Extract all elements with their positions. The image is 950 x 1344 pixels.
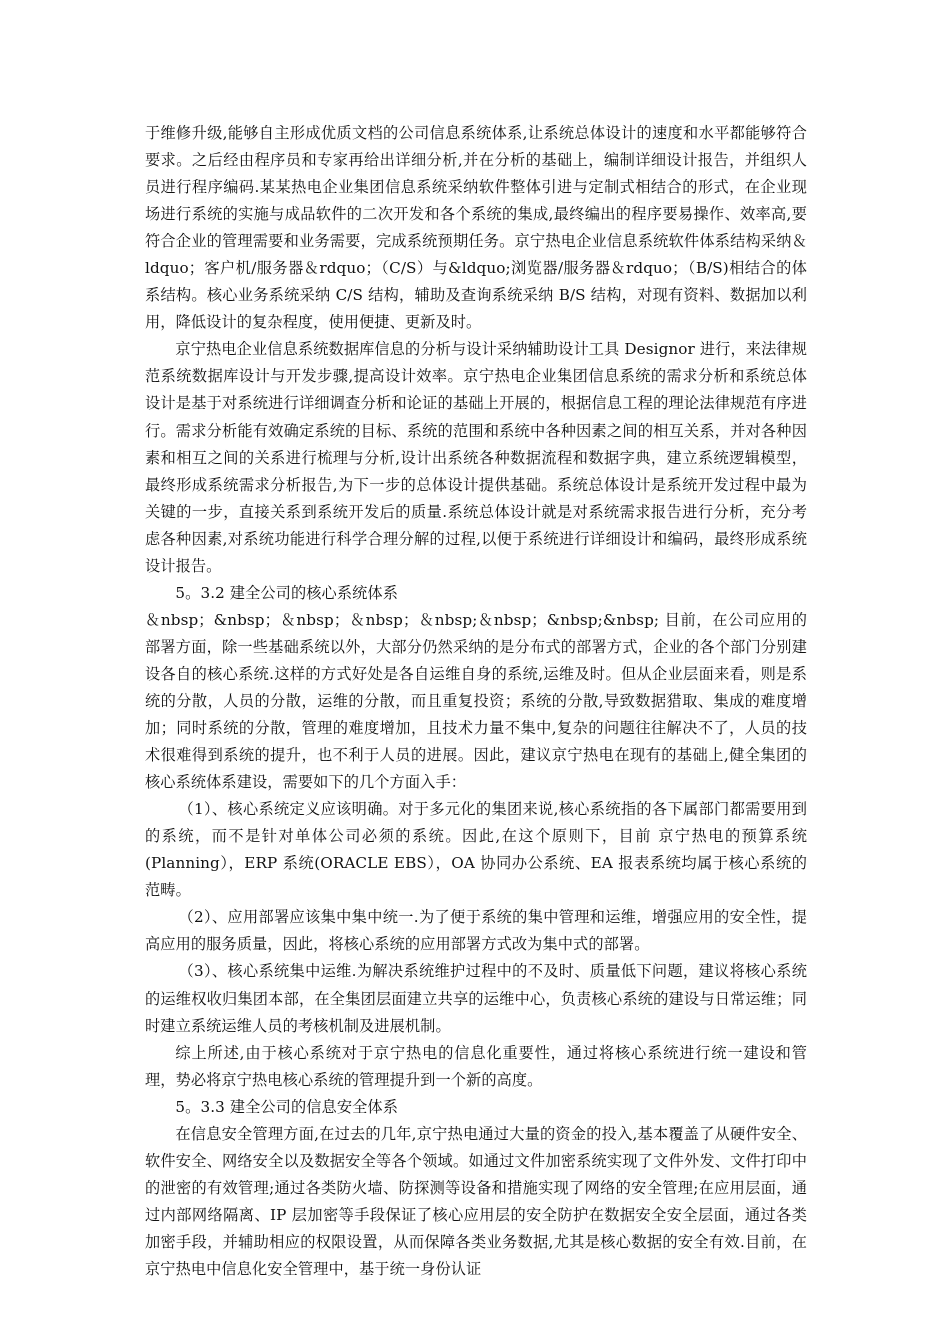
paragraph-summary: 综上所述,由于核心系统对于京宁热电的信息化重要性，通过将核心系统进行统一建设和管理，势必将京宁热电核心系统的管理提升到一个新的高度。 — [145, 1043, 807, 1089]
paragraph-security-management: 在信息安全管理方面,在过去的几年,京宁热电通过大量的资金的投入,基本覆盖了从硬件安全、软件安全、网络安全以及数据安全等各个领域。如通过文件加密系统实现了文件外发、文件打印中的泄密的有效管理;通过各类防火墙、防探测等设备和措施实现了网络的安全管理;在应用层面，通过内部网络隔离、IP 层加密等手段保证了核心应用层的安全防护在数据安全安全层面，通过各类加密手段，并辅助相应的权限设置，从而保障各类业务数据,尤其是核心数据的安全有效.目前，在京宁热电中信息化安全管理中，基于统一身份认证 — [145, 1124, 807, 1278]
list-item-core-definition: （1）、核心系统定义应该明确。对于多元化的集团来说,核心系统指的各下属部门都需要用到的系统，而不是针对单体公司必须的系统。因此,在这个原则下，目前 京宁热电的预算系统(Planning），ERP 系统(ORACLE EBS），OA 协同办公系统、EA 报表系统均属于核心系统的范畴。 — [145, 800, 807, 900]
list-item-centralized-operations: （3）、核心系统集中运维.为解决系统维护过程中的不及时、质量低下问题，建议将核心系统的运维权收归集团本部，在全集团层面建立共享的运维中心，负责核心系统的建设与日常运维；同时建立系统运维人员的考核机制及进展机制。 — [145, 962, 807, 1035]
document-page — [145, 120, 807, 1283]
section-heading-security: 5。3.3 建全公司的信息安全体系 — [175, 1097, 398, 1116]
paragraph-system-architecture: 于维修升级,能够自主形成优质文档的公司信息系统体系,让系统总体设计的速度和水平都能够符合要求。之后经由程序员和专家再给出详细分析,并在分析的基础上，编制详细设计报告，并组织人员进行程序编码.某某热电企业集团信息系统采纳软件整体引进与定制式相结合的形式，在企业现场进行系统的实施与成品软件的二次开发和各个系统的集成,最终编出的程序要易操作、效率高,要符合企业的管理需要和业务需要，完成系统预期任务。京宁热电企业信息系统软件体系结构采纳＆ldquo；客户机/服务器＆rdquo；（C/S）与&ldquo;浏览器/服务器＆rdquo；（B/S)相结合的体系结构。核心业务系统采纳 C/S 结构，辅助及查询系统采纳 B/S 结构，对现有资料、数据加以利用，降低设计的复杂程度，使用便捷、更新及时。 — [145, 124, 807, 332]
list-item-centralized-deployment: （2）、应用部署应该集中集中统一.为了便于系统的集中管理和运维，增强应用的安全性，提高应用的服务质量，因此，将核心系统的应用部署方式改为集中式的部署。 — [145, 908, 807, 954]
section-heading-core-systems: 5。3.2 建全公司的核心系统体系 — [175, 583, 398, 602]
paragraph-deployment-status: ＆nbsp；&nbsp；＆nbsp；＆nbsp；＆nbsp;＆nbsp；&nbsp;&nbsp; 目前，在公司应用的部署方面，除一些基础系统以外，大部分仍然采纳的是分布式的部署方式，企业的各个部门分别建设各自的核心系统.这样的方式好处是各自运维自身的系统,运维及时。但从企业层面来看，则是系统的分散，人员的分散，运维的分散，而且重复投资；系统的分散,导致数据猎取、集成的难度增加；同时系统的分散，管理的难度增加，且技术力量不集中,复杂的问题往往解决不了，人员的技术很难得到系统的提升，也不利于人员的进展。因此，建议京宁热电在现有的基础上,健全集团的核心系统体系建设，需要如下的几个方面入手： — [145, 610, 807, 792]
paragraph-database-design: 京宁热电企业信息系统数据库信息的分析与设计采纳辅助设计工具 Designor 进行，来法律规范系统数据库设计与开发步骤,提高设计效率。京宁热电企业集团信息系统的需求分析和系统总体设计是基于对系统进行详细调查分析和论证的基础上开展的，根据信息工程的理论法律规范有序进行。需求分析能有效确定系统的目标、系统的范围和系统中各种因素之间的相互关系，并对各种因素和相互之间的关系进行梳理与分析,设计出系统各种数据流程和数据字典，建立系统逻辑模型，最终形成系统需求分析报告,为下一步的总体设计提供基础。系统总体设计是系统开发过程中最为关键的一步，直接关系到系统开发后的质量.系统总体设计就是对系统需求报告进行分析，充分考虑各种因素,对系统功能进行科学合理分解的过程,以便于系统进行详细设计和编码，最终形成系统设计报告。 — [145, 340, 807, 575]
